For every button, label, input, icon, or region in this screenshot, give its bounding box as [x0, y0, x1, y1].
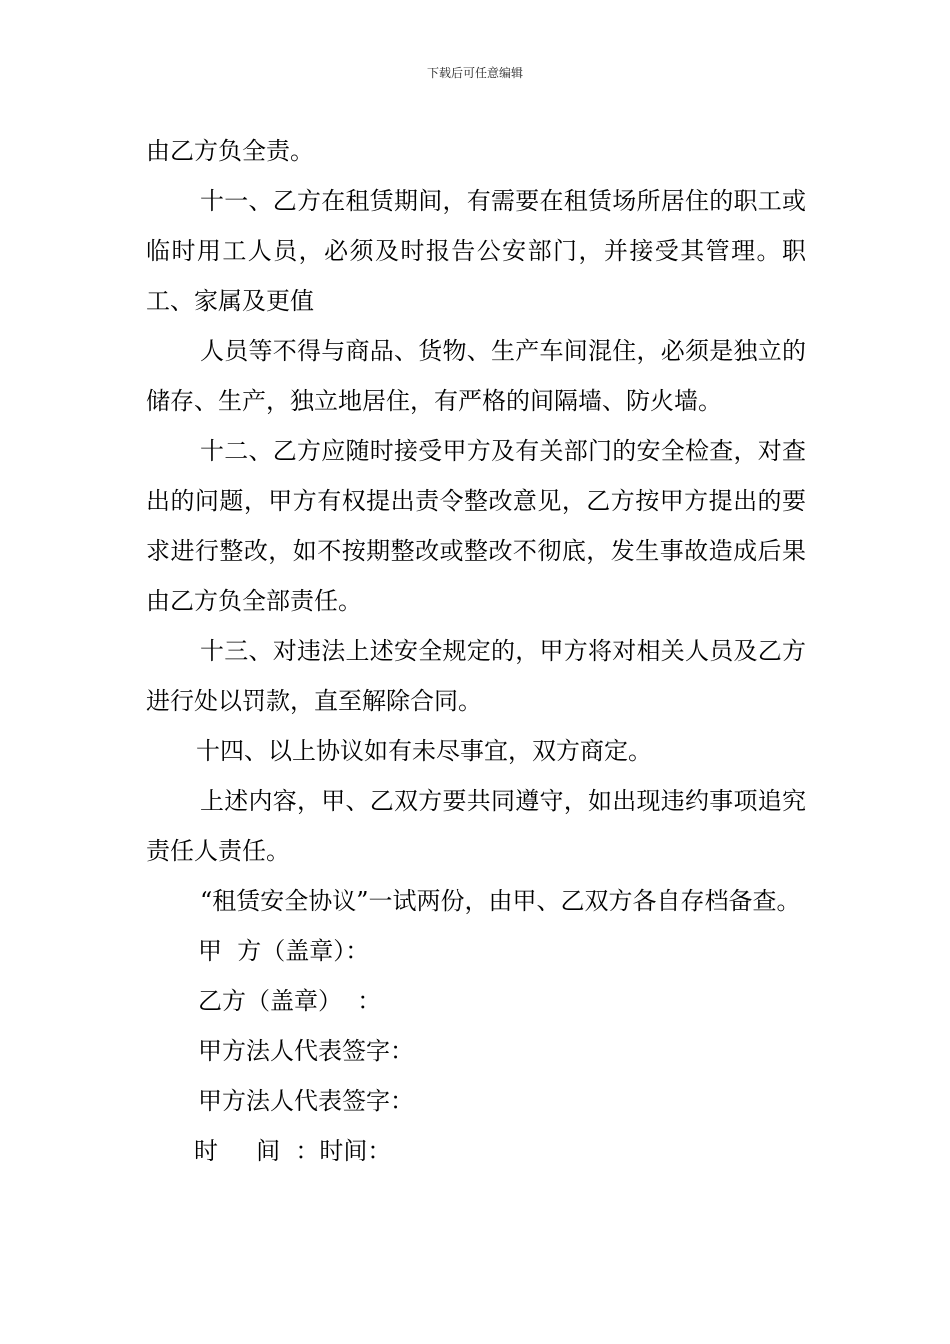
paragraph-copies: “租赁安全协议”一试两份，由甲、乙双方各自存档备查。 [200, 887, 801, 915]
signature-party-a-rep-1: 甲方法人代表签字： [198, 1037, 414, 1065]
paragraph-clause-13: 十三、对违法上述安全规定的，甲方将对相关人员及乙方进行处以罚款，直至解除合同。 [146, 637, 806, 715]
paragraph-continuation: 由乙方负全责。 [146, 137, 314, 165]
paragraph-clause-12: 十二、乙方应随时接受甲方及有关部门的安全检查，对查出的问题，甲方有权提出责令整改意见，乙方按甲方提出的要求进行整改，如不按期整改或整改不彻底，发生事故造成后果由乙方负全部责任。 [146, 437, 806, 615]
signature-party-b-seal: 乙方（盖章） ： [198, 987, 382, 1015]
paragraph-clause-11-cont: 人员等不得与商品、货物、生产车间混住，必须是独立的储存、生产，独立地居住，有严格的间隔墙、防火墙。 [146, 337, 806, 415]
signature-party-a-rep-2: 甲方法人代表签字： [198, 1087, 414, 1115]
signature-party-a-seal: 甲 方（盖章）： [198, 937, 370, 965]
page-header-note: 下载后可任意编辑 [426, 66, 523, 80]
document-body [146, 126, 806, 1176]
signature-date-line: 时 间 ：时间： [194, 1137, 392, 1165]
paragraph-clause-11: 十一、乙方在租赁期间，有需要在租赁场所居住的职工或临时用工人员，必须及时报告公安部门，并接受其管理。职工、家属及更值 [146, 187, 806, 315]
paragraph-clause-14: 十四、以上协议如有未尽事宜，双方商定。 [196, 737, 652, 765]
paragraph-compliance: 上述内容，甲、乙双方要共同遵守，如出现违约事项追究责任人责任。 [146, 787, 806, 865]
